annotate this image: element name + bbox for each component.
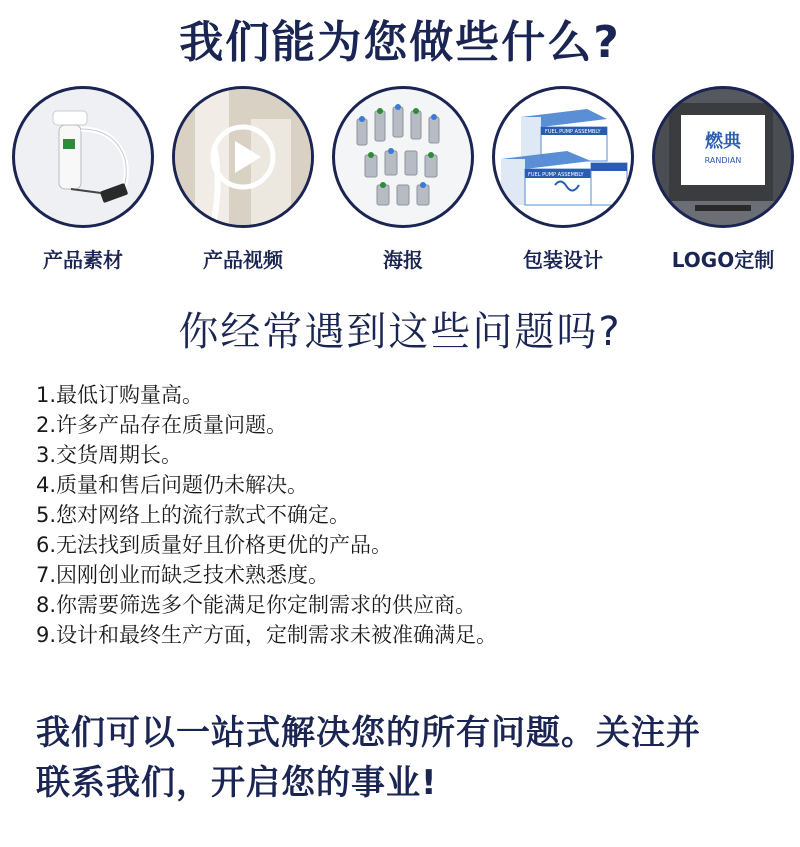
page-title: 我们能为您做些什么? xyxy=(179,17,621,68)
logo-on-monitor-image xyxy=(652,86,794,228)
problems-title: 你经常遇到这些问题吗? xyxy=(178,309,622,355)
list-item: 8.你需要筛选多个能满足你定制需求的供应商。 xyxy=(36,593,477,617)
service-product-materials[interactable] xyxy=(8,86,158,273)
list-item: 9.设计和最终生产方面，定制需求未被准确满足。 xyxy=(36,623,498,647)
service-label: 产品素材 xyxy=(43,248,123,272)
service-packaging-design[interactable] xyxy=(488,86,638,273)
product-collage-image xyxy=(332,86,474,228)
svg-text:FUEL PUMP ASSEMBLY: FUEL PUMP ASSEMBLY xyxy=(545,129,601,135)
service-label: LOGO定制 xyxy=(671,248,775,272)
svg-text:FUEL PUMP ASSEMBLY: FUEL PUMP ASSEMBLY xyxy=(528,172,584,178)
closing-statement xyxy=(36,708,776,808)
service-logo-customization[interactable] xyxy=(648,86,798,273)
list-item: 4.质量和售后问题仍未解决。 xyxy=(36,473,309,497)
service-product-video[interactable] xyxy=(168,86,318,273)
closing-line-1: 我们可以一站式解决您的所有问题。关注并 xyxy=(36,713,701,753)
list-item: 5.您对网络上的流行款式不确定。 xyxy=(36,503,351,527)
packaging-box-image xyxy=(492,86,634,228)
list-item: 3.交货周期长。 xyxy=(36,443,183,467)
service-label: 包装设计 xyxy=(523,248,603,272)
fuel-pump-product-image xyxy=(12,86,154,228)
service-label: 海报 xyxy=(383,248,423,272)
list-item: 2.许多产品存在质量问题。 xyxy=(36,413,288,437)
list-item: 7.因刚创业而缺乏技术熟悉度。 xyxy=(36,563,330,587)
list-item: 1.最低订购量高。 xyxy=(36,383,204,407)
svg-text:燃典: 燃典 xyxy=(705,131,741,152)
closing-line-2: 联系我们，开启您的事业! xyxy=(36,763,438,803)
service-label: 产品视频 xyxy=(203,248,283,272)
product-video-thumbnail xyxy=(172,86,314,228)
svg-text:RANDIAN: RANDIAN xyxy=(704,156,742,165)
service-poster[interactable] xyxy=(328,86,478,273)
list-item: 6.无法找到质量好且价格更优的产品。 xyxy=(36,533,393,557)
problems-list xyxy=(36,380,497,650)
services-row xyxy=(0,86,800,272)
